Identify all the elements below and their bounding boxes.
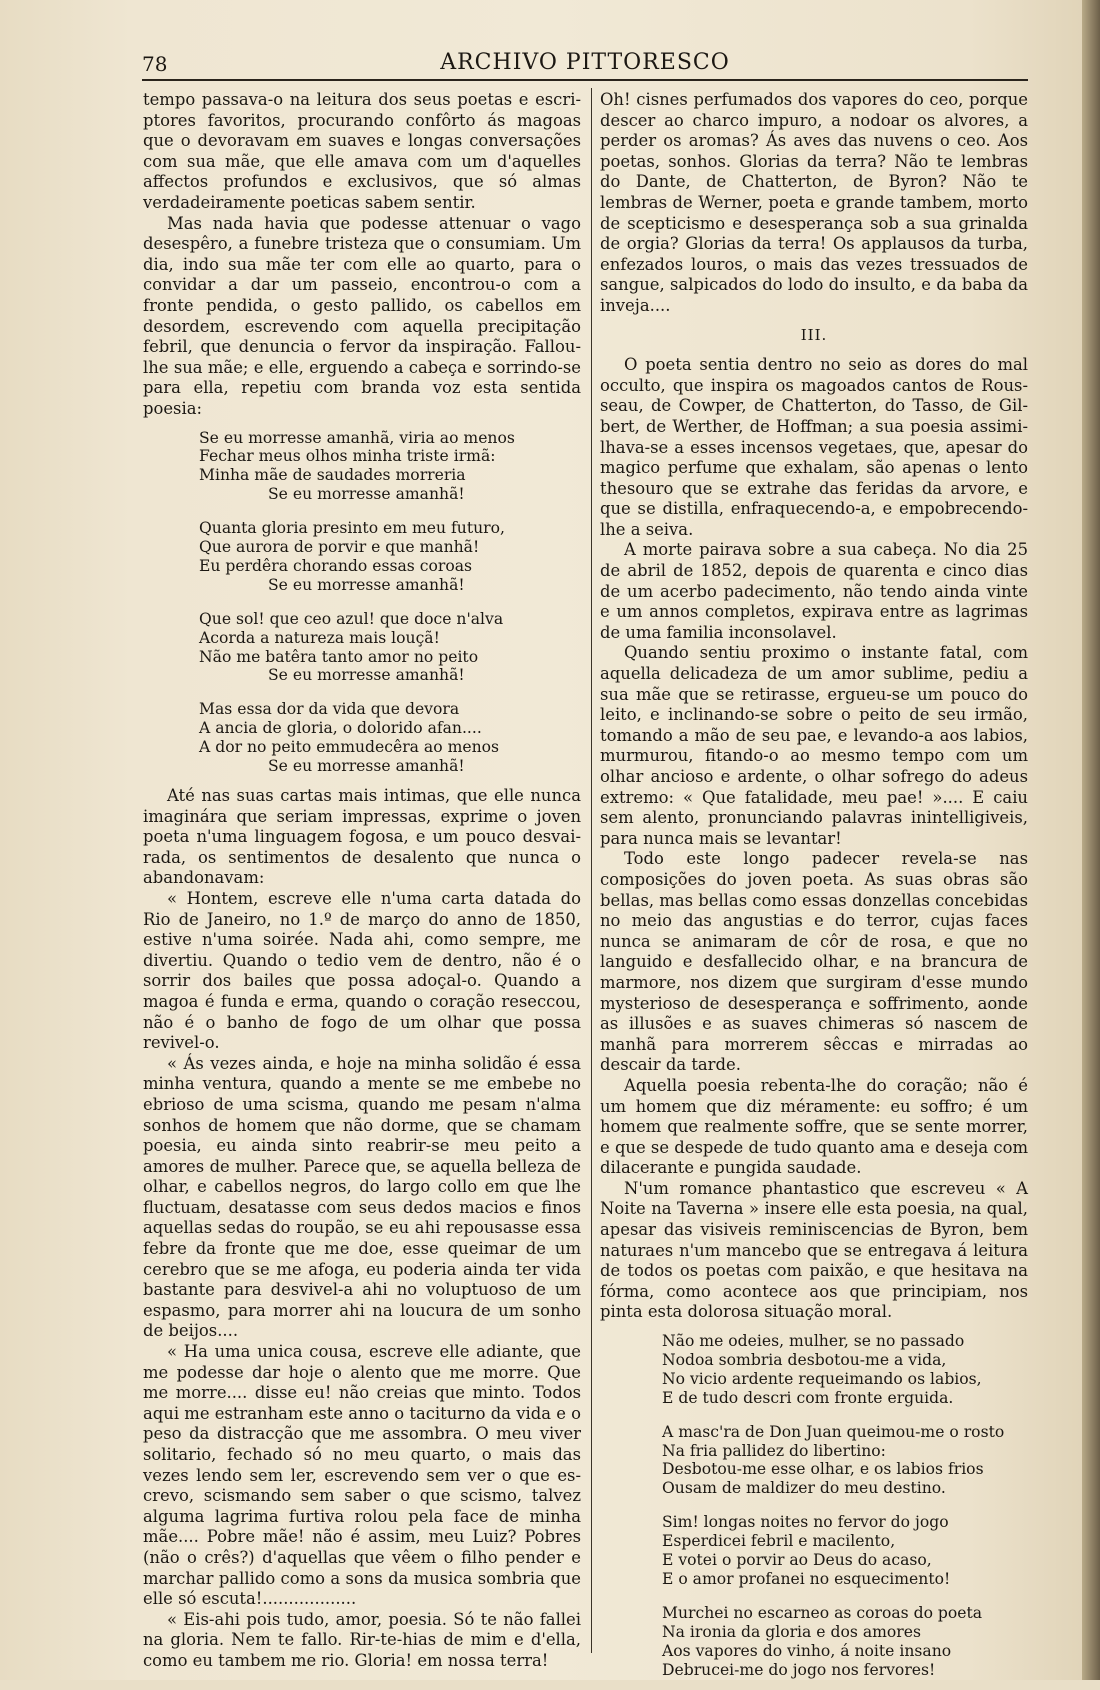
poem-refrain: Se eu morresse amanhã! xyxy=(268,666,465,685)
poem-stanza xyxy=(199,610,581,686)
paragraph: Mas nada havia que podesse attenuar o vago desespêro, a funebre tristeza que o consumiam. Um dia, indo sua mãe ter com elle ao quarto, para o convidar a dar um passeio, encontrou-o com a fronte pendida, o gesto pallido, os cabellos em desordem, escrevendo com aquella precipitação febril, que denuncia o fervor da inspiração. Fallou-lhe sua mãe; e elle, erguendo a cabeça e sorrindo-se para ella, repetiu com branda voz esta sentida poesia: xyxy=(143,213,581,418)
paragraph: N'um romance phantastico que escreveu « A Noite na Taverna » insere elle esta poesia, na qual, apesar das visiveis reminiscencias de Byron, bem naturaes n'um mancebo que se entregava á leitura de todos os poetas com paixão, e que hesitava na fórma, como acontece aos que principiam, nos pinta esta dolorosa situação moral. xyxy=(600,1178,1028,1322)
poem-line: No vicio ardente requeimando os labios, xyxy=(662,1369,982,1388)
poem-line: Murchei no escarneo as coroas do poeta xyxy=(662,1603,983,1622)
paragraph: Oh! cisnes perfumados dos vapores do ceo, porque descer ao charco impuro, a nodoar os alvores, a perder os aromas? Ás aves das nuvens o ceo. Aos poetas, sonhos. Glorias da terra? Não te lembras do Dante, de Chatterton, de Byron? Não te lembras de Werner, poeta e grande tambem, morto de scepticismo e desesperança sob a sua grinalda de orgia? Glorias da terra! Os applausos da turba, enfezados louros, o mais das vezes tressuados de sangue, salpicados do lodo do insulto, e da baba da inveja.... xyxy=(600,90,1028,315)
poem-line: Sim! longas noites no fervor do jogo xyxy=(662,1513,949,1532)
poem xyxy=(662,1332,1028,1680)
letter-paragraph: « Ha uma unica cousa, escreve elle adiante, que me podesse dar hoje o alento que me morre. Que me morre.... disse eu! não creias que minto. Todos aqui me estranham este anno o taciturno da vida e o peso da distracção que me assombra. O meu viver solitario, fechado só no meu quarto, o mais das vezes lendo sem ler, escrevendo sem ver o que escrevo, scismando sem saber o que scismo, talvez alguma lagrima furtiva rolou pela face de minha mãe.... Pobre mãe! não é assim, meu Luiz? Pobres (não o crês?) d'aquellas que vêem o filho pender e marchar pallido como a sons da musica sombria que elle só escuta!.................. xyxy=(143,1342,581,1609)
poem-line: E de tudo descri com fronte erguida. xyxy=(662,1388,954,1407)
right-column xyxy=(600,90,1028,1690)
poem-line: Ousam de maldizer do meu destino. xyxy=(662,1479,946,1498)
poem-line: Fechar meus olhos minha triste irmã: xyxy=(199,447,496,466)
poem-line: A masc'ra de Don Juan queimou-me o rosto xyxy=(662,1422,1005,1441)
letter-paragraph: « Ás vezes ainda, e hoje na minha solidão é essa minha ventura, quando a mente se me embebe no ebrioso de uma scisma, quando me pesam n'alma sonhos de homem que não dorme, que se chamam poesia, eu ainda sinto reabrir-se meu peito a amores de mulher. Parece que, se aquella belleza de olhar, e cabellos negros, do largo collo em que lhe fluctuam, desatasse com seus dedos macios e finos aquellas sedas do roupão, se eu ahi repousasse essa febre da fronte que me doe, esse queimar de um cerebro que se me afoga, eu poderia ainda ter vida bastante para desvivel-a ahi no voluptuoso de um espasmo, para morrer ahi na loucura de um sonho de beijos.... xyxy=(143,1053,581,1341)
poem-line: Mas essa dor da vida que devora xyxy=(199,700,460,719)
left-column xyxy=(143,90,581,1672)
page-header xyxy=(142,50,1028,80)
poem-line: Nodoa sombria desbotou-me a vida, xyxy=(662,1350,947,1369)
page-binding-edge xyxy=(1082,0,1100,1680)
poem-line: Que aurora de porvir e que manhã! xyxy=(199,538,480,557)
poem xyxy=(199,429,581,777)
poem-line: E o amor profanei no esquecimento! xyxy=(662,1570,951,1588)
header-rule xyxy=(142,79,1028,81)
paragraph: O poeta sentia dentro no seio as dores do mal occulto, que inspira os magoados cantos de Rousseau, de Cowper, de Chatterton, do Tasso, de Gilbert, de Werther, de Hoffman; a sua poesia assimilhava-se a esses incensos vegetaes, que, apesar do magico perfume que exhalam, são apenas o lento thesouro que se extrahe das feridas da arvore, e que se distilla, enfraquecendo-a, e empobrecendo-lhe a seiva. xyxy=(600,355,1028,539)
paragraph: A morte pairava sobre a sua cabeça. No dia 25 de abril de 1852, depois de quarenta e cinco dias de um acerbo padecimento, não tendo ainda vinte e um annos completos, expirava entre as lagrimas de uma familia inconsolavel. xyxy=(600,540,1028,642)
poem-stanza xyxy=(662,1332,1028,1408)
poem-stanza xyxy=(662,1423,1028,1499)
paragraph: Quando sentiu proximo o instante fatal, com aquella delicadeza de um amor sublime, pediu a sua mãe que se retirasse, ergueu-se um pouco do leito, e inclinando-se sobre o peito de seu irmão, tomando a mão de seu pae, e levando-a aos labios, murmurou, fitando-o ao mesmo tempo com um olhar ancioso e ardente, o olhar sofrego do adeus extremo: « Que fatalidade, meu pae! ».... E caiu sem alento, pronunciando palavras inintelligiveis, para nunca mais se levantar! xyxy=(600,643,1028,848)
section-number: III. xyxy=(800,325,828,344)
poem-line: Não me odeies, mulher, se no passado xyxy=(662,1332,965,1351)
poem-line: A ancia de gloria, o dolorido afan.... xyxy=(199,719,482,738)
letter-paragraph: « Eis-ahi pois tudo, amor, poesia. Só te não fallei na gloria. Nem te fallo. Rir-te-hias de mim e d'ella, como eu tambem me rio. Gloria! em nossa terra! xyxy=(143,1609,581,1670)
poem-line: Minha mãe de saudades morreria xyxy=(199,466,466,485)
paragraph: Até nas suas cartas mais intimas, que elle nunca imaginára que seriam impressas, exprime o joven poeta n'uma linguagem fogosa, e um pouco desvairada, os sentimentos de desalento que nunca o abandonavam: xyxy=(143,786,581,888)
poem-refrain: Se eu morresse amanhã! xyxy=(268,485,465,504)
poem-stanza xyxy=(199,700,581,776)
poem-stanza xyxy=(199,429,581,505)
paragraph: Aquella poesia rebenta-lhe do coração; não é um homem que diz méramente: eu soffro; é um homem que realmente soffre, que se sente morrer, e que se despede de tudo quanto ama e deseja com dilacerante e pungida saudade. xyxy=(600,1075,1028,1178)
poem-line: Não me batêra tanto amor no peito xyxy=(199,647,479,666)
poem-stanza xyxy=(662,1513,1028,1589)
poem-stanza xyxy=(199,519,581,595)
poem-line: Se eu morresse amanhã, viria ao menos xyxy=(199,428,515,447)
paragraph: tempo passava-o na leitura dos seus poetas e escriptores favoritos, procurando confôrto ás magoas que o devoravam em suaves e longas conversações com sua mãe, que elle amava com um d'aquelles affectos profundos e exclusivos, que só almas verdadeiramente poeticas sabem sentir. xyxy=(143,90,581,212)
poem-line: Que sol! que ceo azul! que doce n'alva xyxy=(199,609,504,628)
letter-paragraph: « Hontem, escreve elle n'uma carta datada do Rio de Janeiro, no 1.º de março do anno de 1850, estive n'uma soirée. Nada ahi, como sempre, me divertiu. Quando o tedio vem de dentro, não é o sorrir dos bailes que possa adoçal-o. Quando a magoa é funda e erma, quando o coração reseccou, não é o banho de fogo de um olhar que possa revivel-o. xyxy=(143,888,581,1053)
paragraph: Todo este longo padecer revela-se nas composições do joven poeta. As suas obras são bellas, mas bellas como essas donzellas concebidas no meio das angustias e do terror, cujas faces nunca se animaram de côr de rosa, e que no languido e desfallecido olhar, e na brancura de marmore, nos dizem que surgiram d'esse mundo mysterioso de desesperança e soffrimento, aonde as illusões e as suaves chimeras só nascem de manhã para morrerem sêccas e mirradas ao descair da tarde. xyxy=(600,849,1028,1075)
poem-refrain: Se eu morresse amanhã! xyxy=(268,757,465,776)
page-number: 78 xyxy=(142,52,168,76)
poem-line: Desbotou-me esse olhar, e os labios frios xyxy=(662,1460,984,1479)
column-divider xyxy=(591,88,592,1653)
poem-line: Aos vapores do vinho, á noite insano xyxy=(662,1641,952,1660)
poem-line: Esperdicei febril e macilento, xyxy=(662,1532,896,1551)
poem-line: Na ironia da gloria e dos amores xyxy=(662,1622,921,1641)
poem-stanza xyxy=(662,1604,1028,1680)
poem-line: Debrucei-me do jogo nos fervores! xyxy=(662,1660,936,1679)
poem-refrain: Se eu morresse amanhã! xyxy=(268,575,465,594)
poem-line: Na fria pallidez do libertino: xyxy=(662,1441,886,1460)
running-title: ARCHIVO PITTORESCO xyxy=(440,50,730,75)
poem-line: Acorda a natureza mais louçã! xyxy=(199,628,440,647)
poem-line: E votei o porvir ao Deus do acaso, xyxy=(662,1551,932,1570)
poem-line: Quanta gloria presinto em meu futuro, xyxy=(199,519,505,538)
poem-line: A dor no peito emmudecêra ao menos xyxy=(199,738,500,757)
poem-line: Eu perdêra chorando essas coroas xyxy=(199,556,473,575)
